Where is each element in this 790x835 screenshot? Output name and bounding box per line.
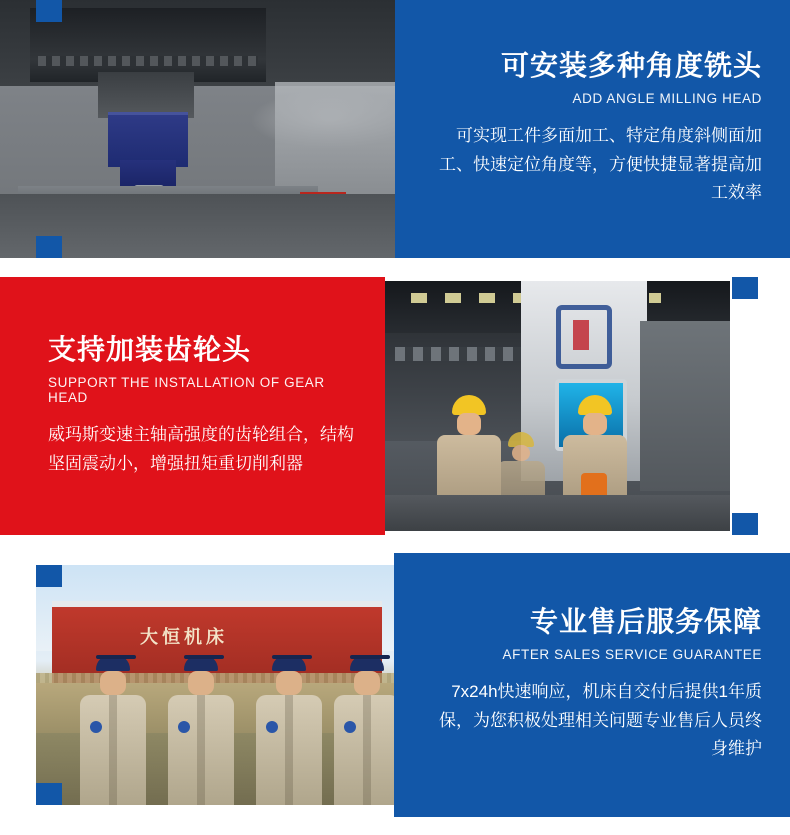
feature-subtitle: ADD ANGLE MILLING HEAD	[572, 91, 762, 107]
helmet-icon	[578, 395, 612, 415]
photo-staff-member	[332, 643, 394, 805]
feature-section-after-sales	[0, 553, 790, 835]
feature-text-panel-gear-head	[0, 277, 385, 535]
decor-corner-bottom-right	[732, 513, 758, 535]
worker-face	[457, 413, 481, 435]
worker-face	[583, 413, 607, 435]
feature-image-angle-milling-head	[0, 0, 395, 258]
uniform-badge	[266, 721, 278, 733]
cap-icon	[272, 655, 306, 671]
uniform-badge	[344, 721, 356, 733]
cap-icon	[350, 655, 384, 671]
photo-workshop-wall	[640, 321, 730, 491]
staff-uniform	[80, 695, 146, 805]
photo-milling-head-lower	[120, 160, 176, 188]
feature-text-panel-angle-milling-head	[395, 0, 790, 258]
staff-face	[188, 671, 214, 695]
feature-title: 专业售后服务保障	[529, 606, 762, 638]
brand-mark-icon	[556, 305, 612, 369]
feature-text-panel-after-sales	[394, 553, 790, 817]
staff-face	[354, 671, 380, 695]
staff-uniform	[256, 695, 322, 805]
feature-section-gear-head	[0, 277, 790, 535]
cap-icon	[96, 655, 130, 671]
staff-uniform	[168, 695, 234, 805]
cap-icon	[184, 655, 218, 671]
staff-face	[276, 671, 302, 695]
feature-subtitle: SUPPORT THE INSTALLATION OF GEAR HEAD	[48, 375, 325, 406]
decor-corner-top-left	[36, 0, 62, 22]
helmet-icon	[452, 395, 486, 415]
photo-machine-logo	[535, 297, 633, 377]
decor-corner-top-right	[732, 277, 758, 299]
photo-staff-member	[166, 643, 236, 805]
feature-image-gear-head	[385, 281, 730, 531]
feature-description: 7x24h快速响应，机床自交付后提供1年质保，为您积极处理相关问题专业售后人员终身维护	[439, 682, 762, 759]
uniform-badge	[90, 721, 102, 733]
decor-corner-bottom-left	[36, 236, 62, 258]
photo-staff-member	[78, 643, 148, 805]
feature-title: 支持加装齿轮头	[48, 333, 252, 365]
feature-subtitle: AFTER SALES SERVICE GUARANTEE	[502, 647, 762, 663]
photo-floor	[385, 495, 730, 531]
feature-description: 可实现工件多面加工、特定角度斜侧面加工、快速定位角度等，方便快捷显著提高加工效率	[439, 126, 762, 203]
factory-sign-text: 大恒机床	[140, 627, 228, 647]
feature-description: 威玛斯变速主轴高强度的齿轮组合，结构坚固震动小，增强扭矩重切削利器	[48, 425, 354, 473]
photo-gantry-beam	[30, 8, 266, 82]
uniform-badge	[178, 721, 190, 733]
photo-staff-member	[254, 643, 324, 805]
feature-section-angle-milling-head	[0, 0, 790, 258]
staff-face	[100, 671, 126, 695]
worker-face	[512, 445, 530, 461]
photo-machine-enclosure	[275, 82, 395, 202]
photo-milling-head-blue	[108, 112, 188, 167]
decor-corner-top-left-2	[36, 565, 62, 587]
decor-corner-bottom-left-2	[36, 783, 62, 805]
feature-image-after-sales	[36, 565, 394, 805]
staff-uniform	[334, 695, 394, 805]
feature-title: 可安装多种角度铣头	[500, 50, 762, 82]
